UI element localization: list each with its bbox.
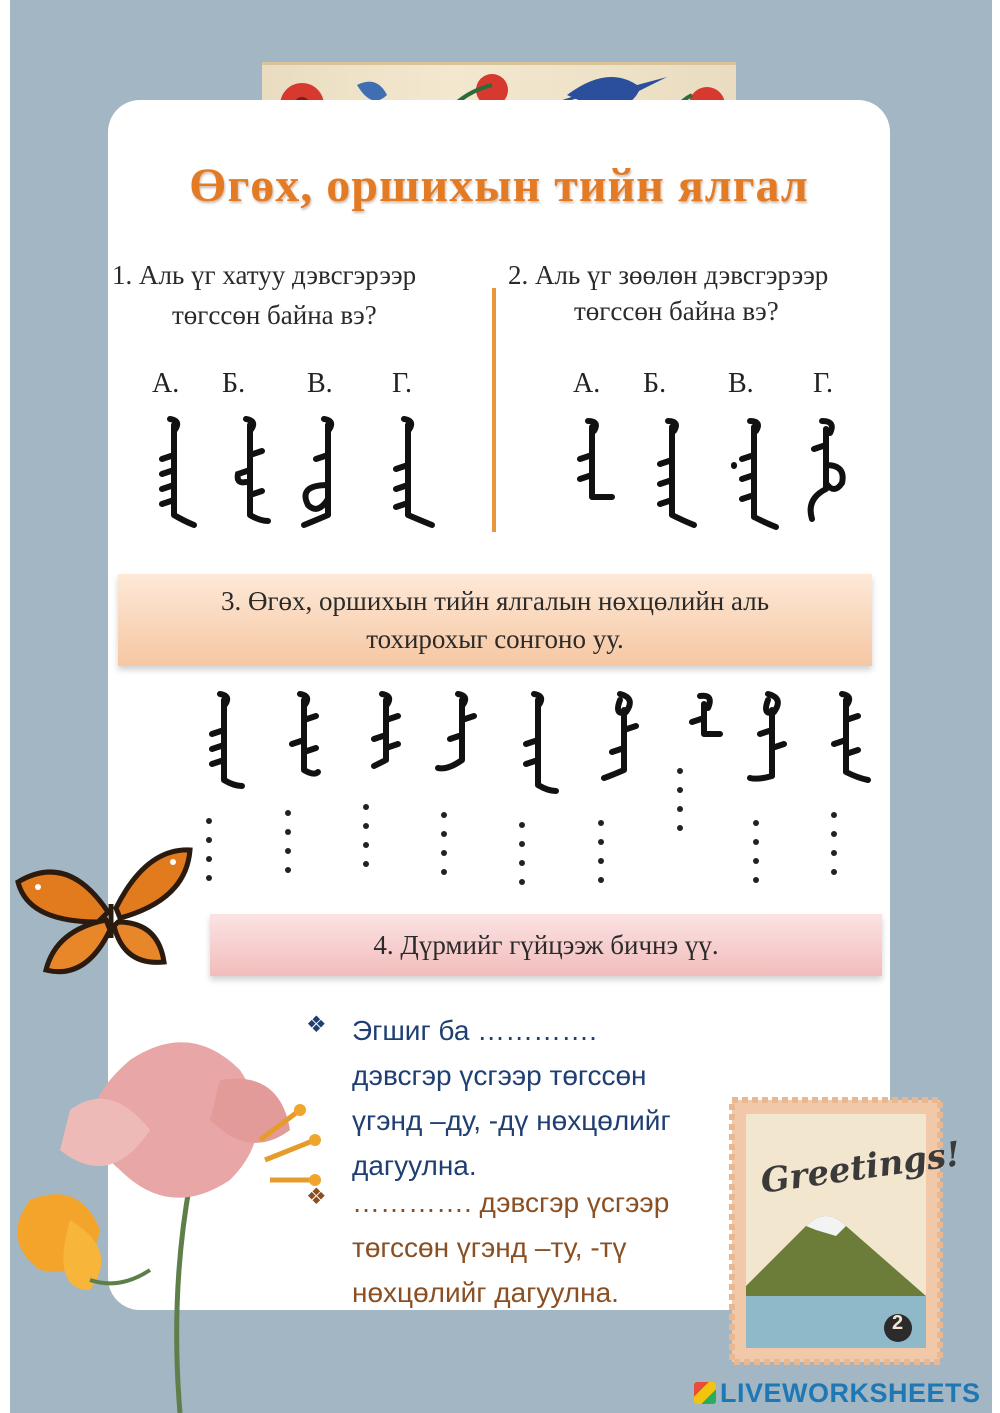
liveworksheets-logo-text: LIVEWORKSHEETS <box>720 1378 981 1408</box>
stamp-number: 2 <box>892 1312 904 1334</box>
question-3-line-1: 3. Өгөх, оршихын тийн ялгалын нөхцөлийн аль <box>220 586 770 616</box>
rule-2-line-1[interactable]: …………. дэвсгэр үсгээр <box>352 1187 670 1218</box>
question-4-label: 4. Дүрмийг гүйцээж бичнэ үү. <box>373 930 719 960</box>
q2-word-b-image <box>650 415 710 525</box>
q3-word-4-image <box>432 690 487 800</box>
greetings-text: Greetings! <box>758 1134 964 1202</box>
answer-dots-5[interactable] <box>518 822 526 898</box>
q1-option-a[interactable]: А. <box>152 368 180 399</box>
q1-option-g[interactable]: Г. <box>392 368 413 399</box>
answer-dots-2[interactable] <box>284 810 292 886</box>
rule-1-line-1[interactable]: Эгшиг ба …………. <box>352 1015 597 1046</box>
greetings-stamp-image <box>728 1096 944 1366</box>
q2-option-a[interactable]: А. <box>573 368 601 399</box>
question-2-line-1: 2. Аль үг зөөлөн дэвсгэрээр <box>508 260 829 290</box>
question-3-line-2: тохирохыг сонгоно уу. <box>366 624 624 654</box>
q2-option-v[interactable]: В. <box>728 368 754 399</box>
answer-dots-6[interactable] <box>597 820 605 896</box>
question-3-band <box>118 574 872 666</box>
question-2-line-2: төгссөн байна вэ? <box>574 296 779 326</box>
rule-2-text <box>352 1180 732 1315</box>
q1-word-a-image <box>148 415 208 525</box>
rule-1-line-2: дэвсгэр үсгээр төгссөн <box>352 1060 647 1091</box>
rule-2-bullet: ❖ <box>306 1184 327 1209</box>
q2-option-g[interactable]: Г. <box>813 368 834 399</box>
q1-option-v[interactable]: В. <box>307 368 333 399</box>
q2-option-b[interactable]: Б. <box>643 368 667 399</box>
q3-word-9-image <box>824 690 879 800</box>
answer-dots-4[interactable] <box>440 812 448 888</box>
page-title: Өгөх, оршихын тийн ялгал <box>189 159 809 212</box>
answer-dots-8[interactable] <box>752 820 760 896</box>
question-4-band <box>210 914 882 976</box>
question-1-line-2: төгссөн байна вэ? <box>172 300 377 330</box>
q3-word-2-image <box>280 690 335 800</box>
butterfly-image <box>8 842 198 980</box>
answer-dots-3[interactable] <box>362 804 370 880</box>
answer-dots-1[interactable] <box>205 818 213 894</box>
q2-word-a-image <box>570 415 630 525</box>
q3-word-5-image <box>516 690 571 800</box>
answer-dots-7[interactable] <box>676 768 684 844</box>
answer-dots-9[interactable] <box>830 812 838 888</box>
rule-2-line-3: нөхцөлийг дагуулна. <box>352 1277 619 1308</box>
column-divider <box>492 288 496 532</box>
rule-1-line-3: үгэнд –ду, -дү нөхцөлийг <box>352 1105 671 1136</box>
q1-word-g-image <box>384 415 444 525</box>
q3-word-1-image <box>200 690 255 800</box>
q1-word-v-image <box>296 415 356 525</box>
rule-1-text <box>352 1008 752 1188</box>
q2-word-g-image <box>800 415 860 525</box>
q3-word-7-image <box>680 690 735 760</box>
rule-2-line-2: төгссөн үгэнд –ту, -тү <box>352 1232 627 1263</box>
rule-1-bullet: ❖ <box>306 1012 327 1037</box>
q3-word-6-image <box>598 690 653 800</box>
q3-word-3-image <box>360 690 415 800</box>
q3-word-8-image <box>746 690 801 800</box>
flower-image <box>10 1020 340 1413</box>
q1-option-b[interactable]: Б. <box>222 368 246 399</box>
liveworksheets-logo-icon <box>694 1382 716 1404</box>
rule-1-line-4: дагуулна. <box>352 1150 477 1181</box>
q1-word-b-image <box>228 415 288 525</box>
question-1-line-1: 1. Аль үг хатуу дэвсгэрээр <box>112 260 417 290</box>
q2-word-v-image <box>722 415 782 530</box>
liveworksheets-logo[interactable] <box>694 1378 981 1409</box>
